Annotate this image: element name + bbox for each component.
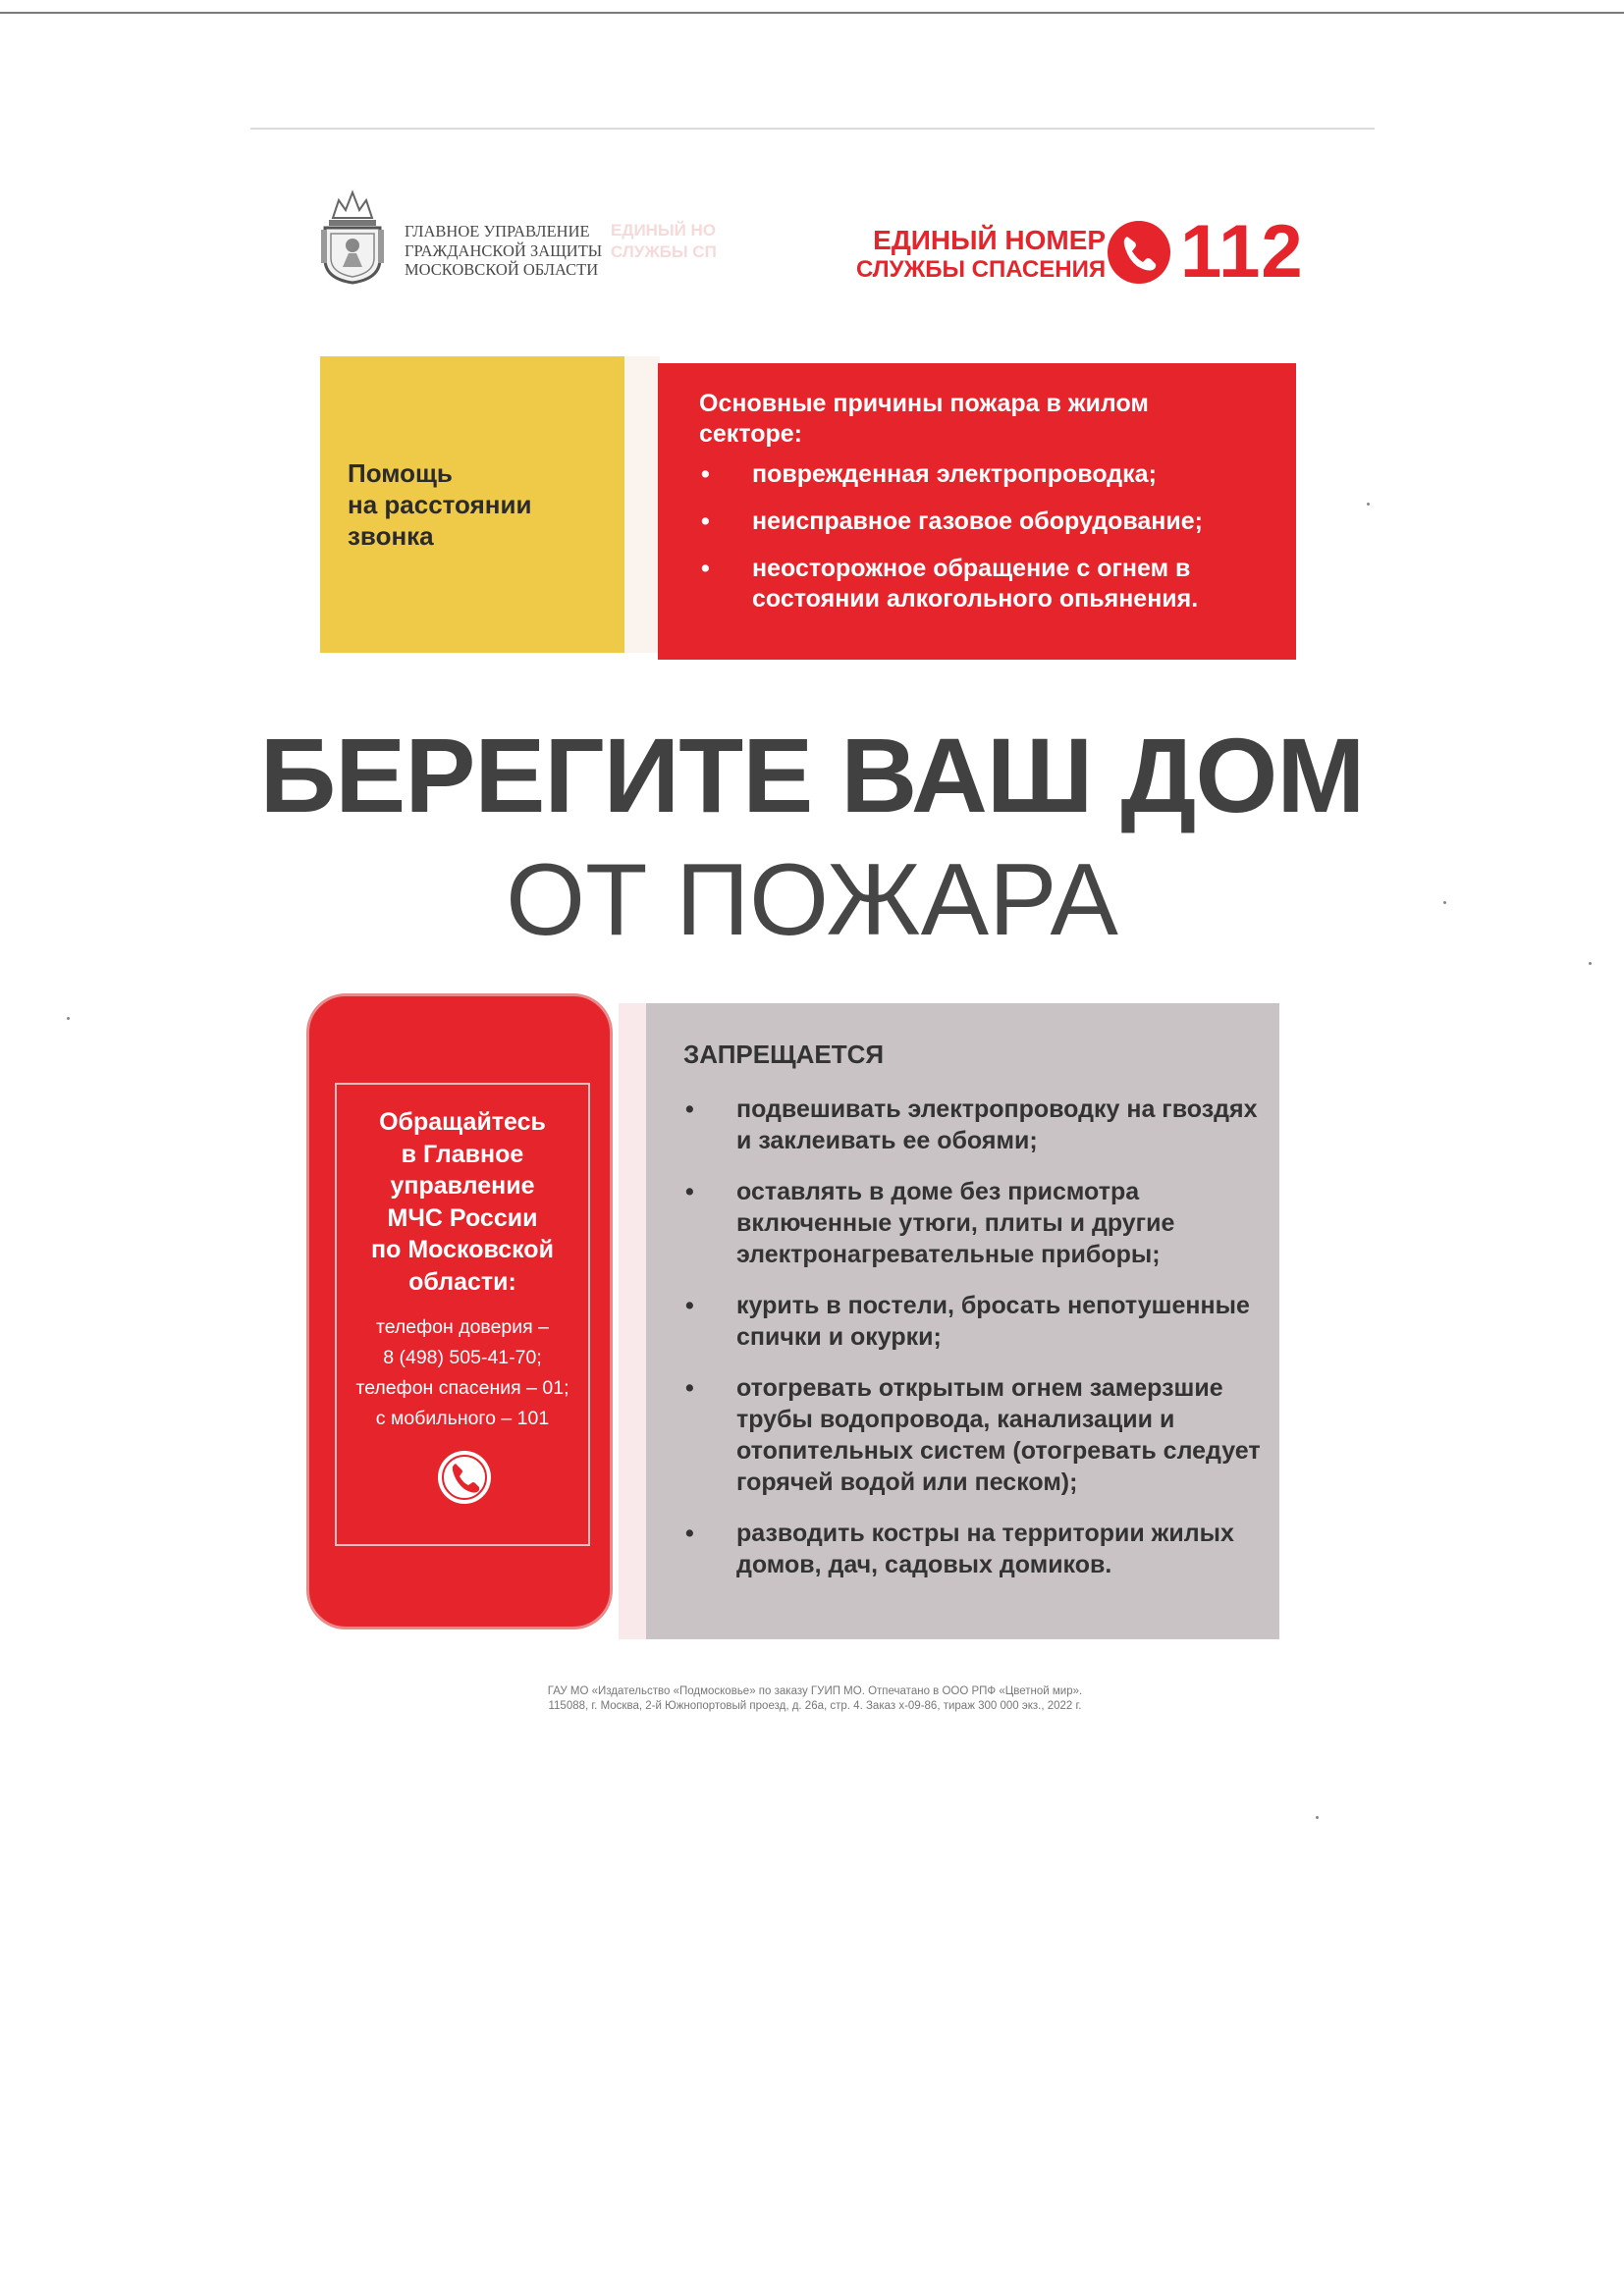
- imprint-footer: [412, 1684, 1218, 1714]
- emergency-line: ЕДИНЫЙ НОМЕР: [873, 225, 1107, 255]
- emergency-service-label: [856, 226, 1106, 285]
- contact-phones: [337, 1312, 588, 1434]
- contact-info-line: телефон доверия –: [376, 1316, 549, 1338]
- emergency-number: 112: [1180, 210, 1304, 294]
- contact-heading-line: в Главное: [401, 1140, 524, 1168]
- list-item: • курить в постели, бросать непотушенные спички и окурки;: [685, 1290, 1265, 1353]
- scan-speck: [1443, 901, 1446, 904]
- list-item: • оставлять в доме без присмотра включенные утюги, плиты и другие электронагревательные приборы;: [685, 1176, 1265, 1270]
- forbidden-title: ЗАПРЕЩАЕТСЯ: [683, 1040, 885, 1069]
- list-item: • неисправное газовое оборудование;: [699, 507, 1278, 537]
- contact-heading-line: по Московской: [371, 1236, 554, 1263]
- phone-call-icon: [435, 1448, 494, 1507]
- scan-speck: [1316, 1816, 1319, 1819]
- scan-top-edge: [0, 12, 1624, 14]
- contact-info-line: телефон спасения – 01;: [355, 1377, 569, 1399]
- phone-icon: [1108, 221, 1170, 284]
- contact-heading-line: МЧС России: [387, 1203, 538, 1232]
- show-through-band: [624, 356, 660, 653]
- footer-line: ГАУ МО «Издательство «Подмосковье» по заказу ГУИП МО. Отпечатано в ООО РПФ «Цветной мир».: [547, 1685, 1083, 1697]
- list-item: • подвешивать электропроводку на гвоздях и заклеивать ее обоями;: [685, 1094, 1265, 1156]
- fire-causes-box: [658, 363, 1296, 660]
- list-item: • отогревать открытым огнем замерзшие трубы водопровода, канализации и отопительных систем (отогревать следует горячей водой или песком);: [685, 1372, 1265, 1498]
- causes-title: Основные причины пожара в жилом секторе:: [699, 390, 1149, 448]
- contact-phone-panel: [306, 993, 613, 1629]
- ghost-line: СЛУЖБЫ СП: [611, 242, 717, 261]
- emergency-line: СЛУЖБЫ СПАСЕНИЯ: [856, 256, 1107, 283]
- show-through-text: [611, 220, 717, 263]
- list-item: • разводить костры на территории жилых домов, дач, садовых домиков.: [685, 1518, 1265, 1580]
- help-text: [348, 457, 531, 552]
- ghost-line: ЕДИНЫЙ НО: [611, 221, 717, 240]
- top-rule: [250, 128, 1375, 130]
- coat-of-arms-icon: [319, 188, 386, 285]
- forbidden-list: [685, 1094, 1265, 1600]
- show-through-band: [619, 1003, 648, 1639]
- phone-screen: [335, 1083, 590, 1546]
- list-item: • поврежденная электропроводка;: [699, 459, 1278, 490]
- help-line: Помощь: [348, 458, 453, 488]
- list-item: • неосторожное обращение с огнем в состоянии алкогольного опьянения.: [699, 554, 1278, 614]
- contact-heading-line: управление: [390, 1172, 535, 1200]
- scan-speck: [1367, 503, 1370, 506]
- footer-line: 115088, г. Москва, 2-й Южнопортовый проезд, д. 26а, стр. 4. Заказ х-09-86, тираж 300 000 экз., 2022 г.: [548, 1700, 1082, 1712]
- help-line: на расстоянии: [348, 490, 532, 519]
- causes-list: [699, 459, 1278, 631]
- organization-name: [405, 222, 602, 280]
- contact-info-line: с мобильного – 101: [375, 1408, 550, 1429]
- scan-speck: [67, 1017, 70, 1020]
- org-line: ГРАЖДАНСКОЙ ЗАЩИТЫ: [405, 240, 603, 260]
- scan-speck: [1589, 962, 1592, 965]
- page-title: БЕРЕГИТЕ ВАШ ДОМ: [259, 716, 1365, 834]
- contact-heading-line: области:: [408, 1267, 516, 1296]
- contact-heading-line: Обращайтесь: [379, 1108, 546, 1136]
- contact-info-line: 8 (498) 505-41-70;: [383, 1347, 542, 1368]
- org-line: ГЛАВНОЕ УПРАВЛЕНИЕ: [405, 222, 590, 240]
- page-subtitle: ОТ ПОЖАРА: [506, 843, 1118, 957]
- contact-heading: [337, 1106, 588, 1298]
- help-line: звонка: [348, 521, 434, 551]
- org-line: МОСКОВСКОЙ ОБЛАСТИ: [405, 260, 599, 279]
- forbidden-box: [646, 1003, 1279, 1639]
